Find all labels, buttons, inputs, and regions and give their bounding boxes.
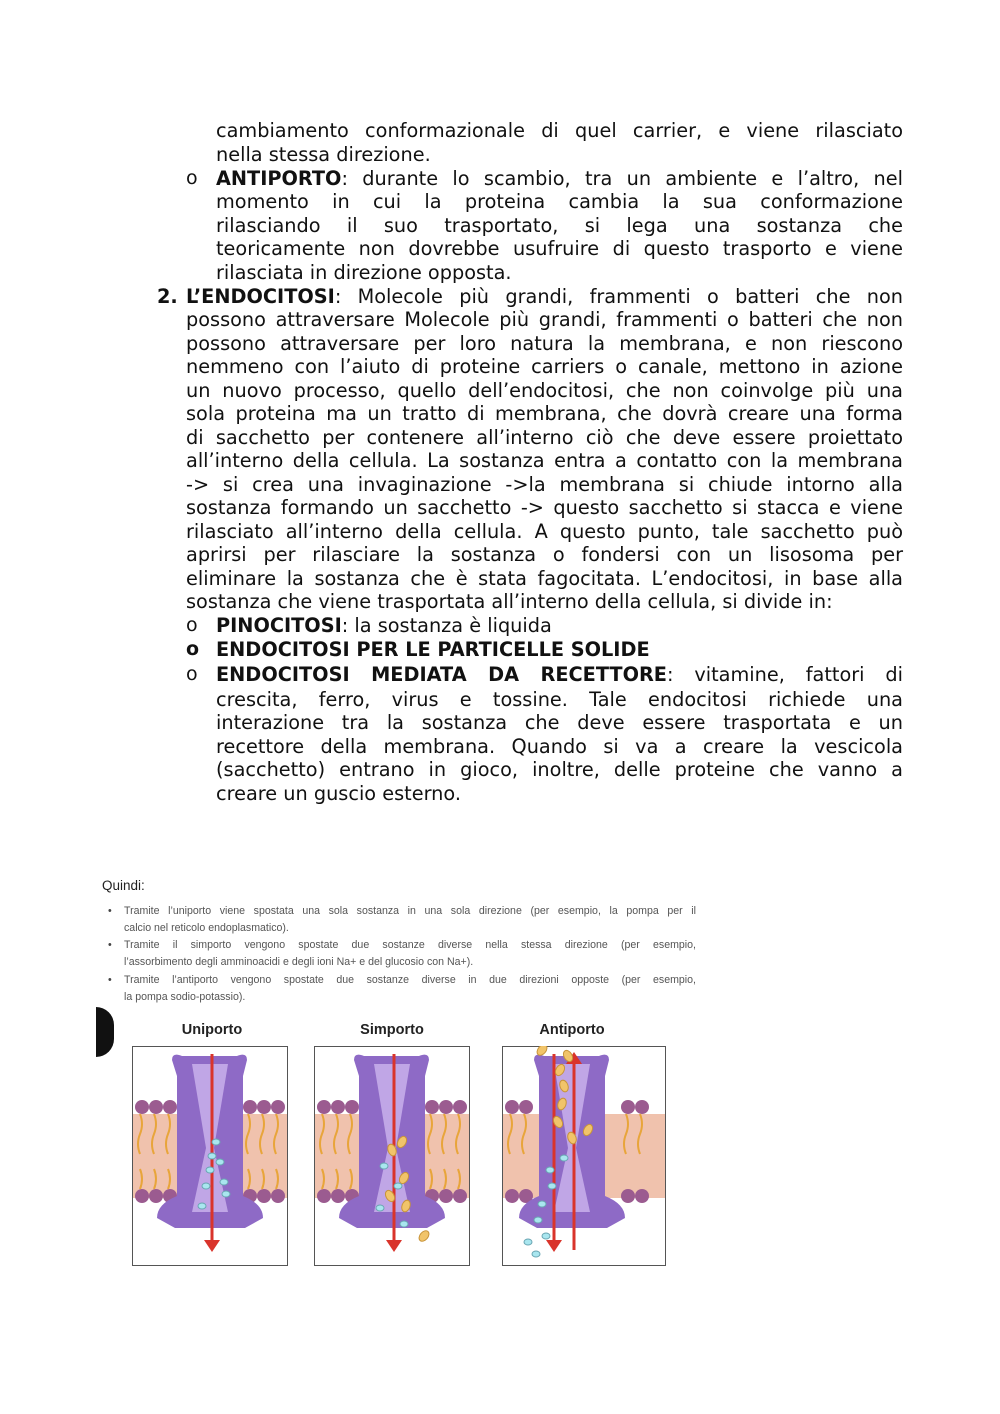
list-bullet: o bbox=[186, 167, 198, 189]
cropped-shape bbox=[96, 1007, 114, 1057]
figure-bullet: • bbox=[108, 939, 112, 951]
recettore-line: recettore della membrana. Quando si va a creare la vescicola bbox=[216, 735, 903, 758]
antiporto-term: ANTIPORTO bbox=[216, 167, 342, 190]
recettore-line: creare un guscio esterno. bbox=[216, 782, 461, 805]
endocitosi-line: aprirsi per rilasciare la sostanza o fondersi con un lisosoma per bbox=[186, 543, 903, 566]
antiporto-diagram bbox=[502, 1046, 666, 1266]
endocitosi-line: possono attraversare per loro natura la membrana, e non riescono bbox=[186, 332, 903, 355]
endocitosi-line: L’ENDOCITOSI: Molecole più grandi, frammenti o batteri che non bbox=[186, 285, 903, 308]
antiporto-line: rilasciando il suo trasportato, si lega una sostanza che bbox=[216, 214, 903, 237]
transport-figure: Quindi: • Tramite l’uniporto viene spostata una sola sostanza in una sola direzione (per esempio, la pompa per il calcio nel reticolo endoplasmatico). • Tramite il simporto vengono spostate due sostanze diverse nella stessa direzione (per esempio, l’assorbimento degli amminoacidi e degli ioni Na+ e del glucosio con Na+). • Tramite l’antiporto vengono spostate due sostanze diverse in due direzioni opposte (per esempio, la pompa sodio-potassio). Uniporto Simporto Antiporto bbox=[96, 870, 696, 1280]
pinocitosi-item: PINOCITOSI: la sostanza è liquida bbox=[216, 614, 552, 637]
endocitosi-term: L’ENDOCITOSI bbox=[186, 285, 335, 308]
antiporto-line: ANTIPORTO: durante lo scambio, tra un ambiente e l’altro, nel bbox=[216, 167, 903, 190]
list-bullet: o bbox=[186, 638, 200, 660]
recettore-line: interazione tra la sostanza che deve essere trasportata e un bbox=[216, 711, 903, 734]
endocitosi-line: -> si crea una invaginazione ->la membrana si chiude intorno alla bbox=[186, 473, 903, 496]
uniporto-diagram bbox=[132, 1046, 288, 1266]
endocitosi-line: sostanza formando un sacchetto -> questo sacchetto si stacca e viene bbox=[186, 496, 903, 519]
particelle-solide-item: ENDOCITOSI PER LE PARTICELLE SOLIDE bbox=[216, 638, 650, 661]
simporto-diagram bbox=[314, 1046, 470, 1266]
paragraph-line: cambiamento conformazionale di quel carrier, e viene rilasciato bbox=[216, 119, 903, 142]
recettore-term: ENDOCITOSI MEDIATA DA RECETTORE bbox=[216, 663, 667, 686]
figure-caption: Quindi: bbox=[102, 878, 145, 893]
endocitosi-line: eliminare la sostanza che è stata fagocitata. L’endocitosi, in base alla bbox=[186, 567, 903, 590]
panel-title-simporto: Simporto bbox=[360, 1022, 424, 1038]
list-bullet: o bbox=[186, 663, 198, 685]
paragraph-line: nella stessa direzione. bbox=[216, 143, 431, 166]
figure-bullet: • bbox=[108, 905, 112, 917]
endocitosi-line: rilasciato all’interno della cellula. A questo punto, tale sacchetto può bbox=[186, 520, 903, 543]
endocitosi-line: all’interno della cellula. La sostanza entra a contatto con la membrana bbox=[186, 449, 903, 472]
antiporto-line: teoricamente non dovrebbe usufruire di questo trasporto e viene bbox=[216, 237, 903, 260]
endocitosi-line: di sacchetto per contenere all’interno ciò che deve essere proiettato bbox=[186, 426, 903, 449]
endocitosi-line: sostanza che viene trasportata all’interno della cellula, si divide in: bbox=[186, 590, 833, 613]
figure-bullet: • bbox=[108, 974, 112, 986]
recettore-line: (sacchetto) entrano in gioco, inoltre, delle proteine che vanno a bbox=[216, 758, 903, 781]
endocitosi-line: possono attraversare Molecole più grandi, frammenti o batteri che non bbox=[186, 308, 903, 331]
pinocitosi-term: PINOCITOSI bbox=[216, 614, 342, 637]
recettore-line: ENDOCITOSI MEDIATA DA RECETTORE: vitamine, fattori di bbox=[216, 663, 904, 686]
endocitosi-line: nemmeno con l’aiuto di proteine carriers o canale, mettono in azione bbox=[186, 355, 903, 378]
antiporto-line: rilasciata in direzione opposta. bbox=[216, 261, 512, 284]
panel-title-uniporto: Uniporto bbox=[181, 1022, 243, 1038]
recettore-line: crescita, ferro, virus e tossine. Tale endocitosi richiede una bbox=[216, 688, 903, 711]
list-bullet: o bbox=[186, 614, 198, 636]
antiporto-line: momento in cui la proteina cambia la sua conformazione bbox=[216, 190, 903, 213]
endocitosi-line: sola proteina ma un tratto di membrana, che dovrà creare una forma bbox=[186, 402, 903, 425]
list-number: 2. bbox=[157, 285, 178, 308]
panel-title-antiporto: Antiporto bbox=[539, 1022, 605, 1038]
endocitosi-line: un nuovo processo, quello dell’endocitosi, che non coinvolge più una bbox=[186, 379, 903, 402]
